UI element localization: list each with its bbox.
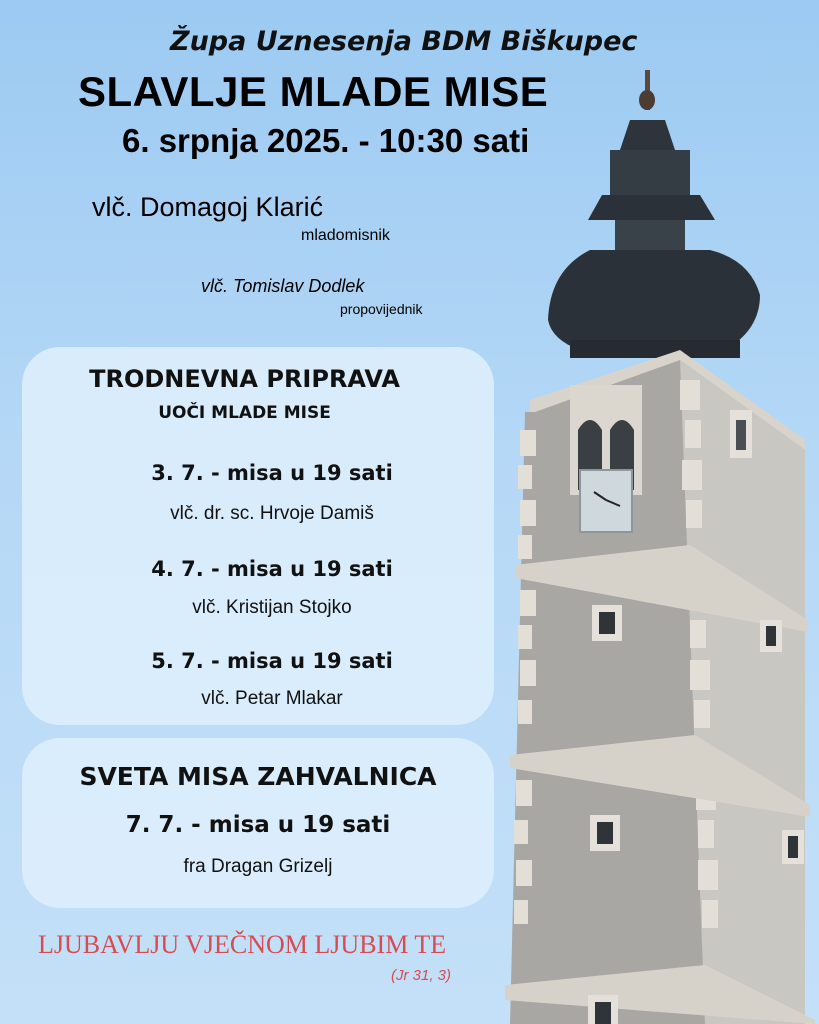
preacher-role: propovijednik [340, 301, 423, 317]
mass-celebrant: vlč. dr. sc. Hrvoje Damiš [170, 503, 374, 524]
motto-reference: (Jr 31, 3) [391, 967, 452, 984]
preparation-subheading: UOČI MLADE MISE [158, 403, 331, 423]
preparation-heading: TRODNEVNA PRIPRAVA [89, 365, 400, 393]
mass-celebrant: vlč. Kristijan Stojko [192, 597, 352, 618]
thanksgiving-celebrant: fra Dragan Grizelj [183, 856, 333, 877]
new-priest-role: mladomisnik [301, 227, 390, 244]
parish-name: Župa Uznesenja BDM Biškupec [170, 26, 638, 57]
page-title: SLAVLJE MLADE MISE [78, 68, 549, 115]
event-date: 6. srpnja 2025. - 10:30 sati [122, 122, 530, 159]
thanksgiving-panel [22, 738, 494, 908]
thanksgiving-heading: SVETA MISA ZAHVALNICA [79, 762, 437, 791]
preparation-panel [22, 347, 494, 725]
preacher-name: vlč. Tomislav Dodlek [201, 276, 365, 296]
mass-time: 3. 7. - misa u 19 sati [151, 461, 393, 485]
new-priest-name: vlč. Domagoj Klarić [92, 192, 324, 222]
church-tower-image [490, 60, 819, 1024]
mass-celebrant: vlč. Petar Mlakar [201, 688, 343, 709]
motto-text: LJUBAVLJU VJEČNOM LJUBIM TE [38, 930, 447, 959]
mass-time: 4. 7. - misa u 19 sati [151, 557, 393, 581]
mass-time: 5. 7. - misa u 19 sati [151, 649, 393, 673]
thanksgiving-time: 7. 7. - misa u 19 sati [125, 812, 391, 838]
